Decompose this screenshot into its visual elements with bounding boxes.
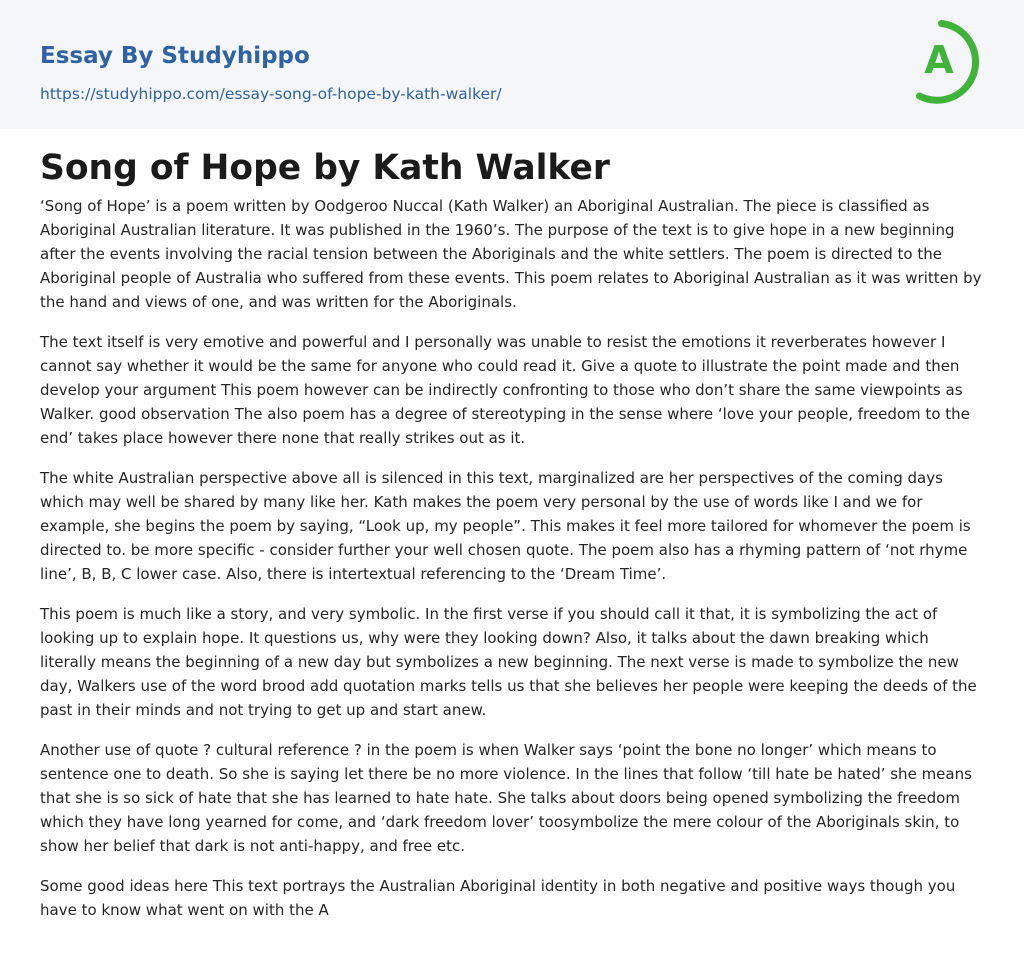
site-header bbox=[0, 0, 1024, 129]
essay-paragraph: The white Australian perspective above all is silenced in this text, marginalized are her perspectives of the coming days which may well be shared by many like her. Kath makes the poem very personal by the use of words like I and we for example, she begins the poem by saying, “Look up, my people”. This makes it feel more tailored for whomever the poem is directed to. be more specific - consider further your well chosen quote. The poem also has a rhyming pattern of ‘not rhyme line’, B, B, C lower case. Also, there is intertextual referencing to the ‘Dream Time’. bbox=[40, 469, 971, 583]
essay-paragraph: ‘Song of Hope’ is a poem written by Oodgeroo Nuccal (Kath Walker) an Aboriginal Australian. The piece is classified as Aboriginal Australian literature. It was published in the 1960’s. The purpose of the text is to give hope in a new beginning after the events involving the racial tension between the Aboriginals and the white settlers. The poem is directed to the Aboriginal people of Australia who suffered from these events. This poem relates to Aboriginal Australian as it was written by the hand and views of one, and was written for the Aboriginals. bbox=[40, 197, 982, 311]
essay-paragraph: This poem is much like a story, and very symbolic. In the first verse if you should call it that, it is symbolizing the act of looking up to explain hope. It questions us, why were they looking down? Also, it talks about the dawn breaking which literally means the beginning of a new day but symbolizes a new beginning. The next verse is made to symbolize the new day, Walkers use of the word brood add quotation marks tells us that she believes her people were keeping the deeds of the past in their minds and not trying to get up and start anew. bbox=[40, 605, 977, 719]
logo-letter: A bbox=[924, 38, 954, 82]
essay-paragraph: Another use of quote ? cultural reference ? in the poem is when Walker says ‘point the bone no longer’ which means to sentence one to death. So she is saying let there be no more violence. In the lines that follow ‘till hate be hated’ she means that she is so sick of hate that she has learned to hate hate. She talks about doors being opened symbolizing the freedom which they have long yearned for come, and ‘dark freedom lover’ toosymbolize the mere colour of the Aboriginals skin, to show her belief that dark is not anti-happy, and free etc. bbox=[40, 741, 972, 855]
page-title: Song of Hope by Kath Walker bbox=[40, 148, 610, 188]
essay-paragraph: Some good ideas here This text portrays the Australian Aboriginal identity in both negative and positive ways though you have to know what went on with the A bbox=[40, 877, 956, 919]
essay-body bbox=[40, 194, 988, 938]
essay-paragraph: The text itself is very emotive and powerful and I personally was unable to resist the emotions it reverberates however I cannot say whether it would be the same for anyone who could read it. Give a quote to illustrate the point made and then develop your argument This poem however can be indirectly confronting to those who don’t share the same viewpoints as Walker. good observation The also poem has a degree of stereotyping in the sense where ‘love your people, freedom to the end’ takes place however there none that really strikes out as it. bbox=[40, 333, 970, 447]
studyhippo-logo[interactable] bbox=[906, 16, 994, 108]
brand-title: Essay By Studyhippo bbox=[40, 43, 310, 69]
source-url-link[interactable]: https://studyhippo.com/essay-song-of-hope-by-kath-walker/ bbox=[40, 85, 502, 103]
